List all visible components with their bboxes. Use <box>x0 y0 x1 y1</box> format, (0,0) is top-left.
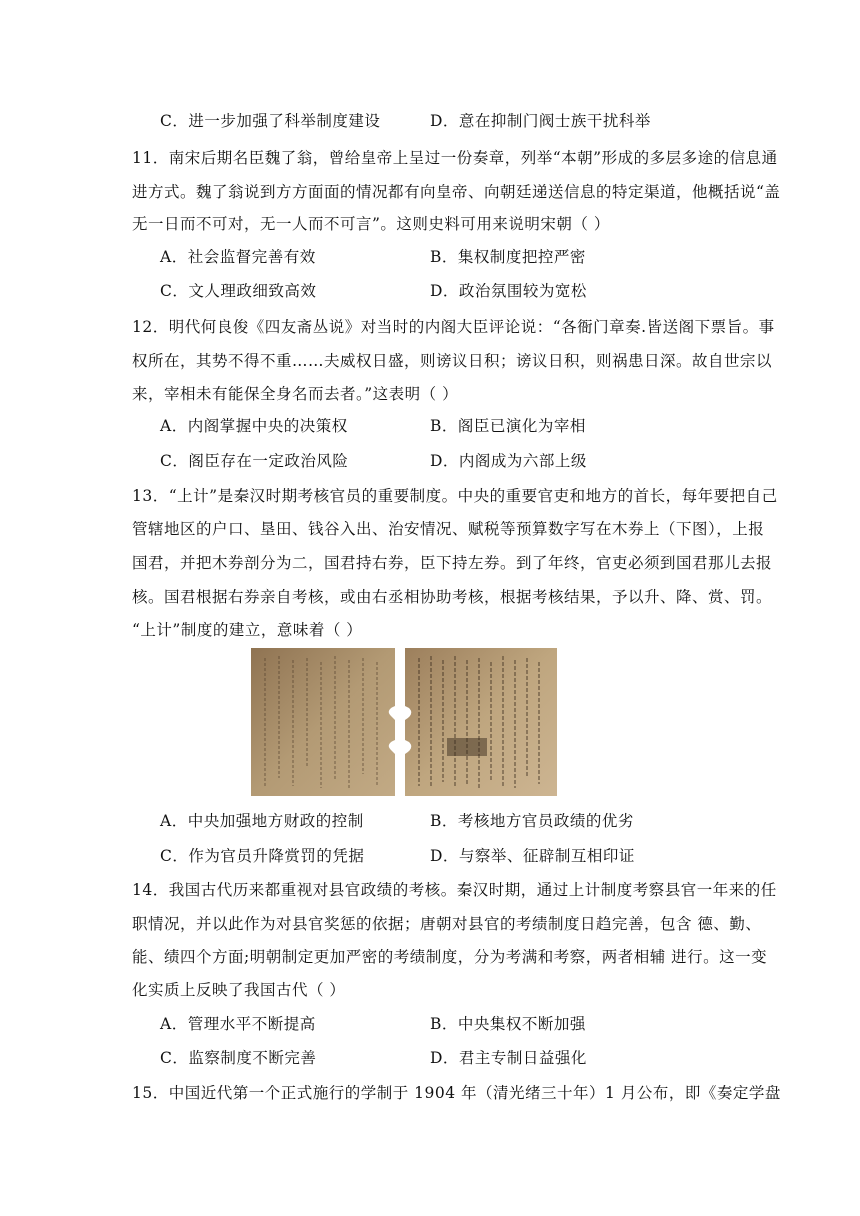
q13-text-line-1: 13．“上计”是秦汉时期考核官员的重要制度。中央的重要官吏和地方的首长，每年要把自己 <box>132 487 778 505</box>
q13-text-line-2: 管辖地区的户口、垦田、钱谷入出、治安情况、赋税等预算数字写在木券上（下图），上报 <box>132 520 765 538</box>
q14-text-line-2: 职情况，并以此作为对县官奖惩的依据；唐朝对县官的考绩制度日趋完善，包含 德、勤、 <box>132 915 762 933</box>
q14-option-c[interactable]: C．监察制度不断完善 <box>160 1049 317 1067</box>
q15-text-line-1: 15．中国近代第一个正式施行的学制于 1904 年（清光绪三十年）1 月公布，即《奏定学盘 <box>132 1084 781 1102</box>
q11-option-a[interactable]: A．社会监督完善有效 <box>160 248 316 266</box>
q11-option-d[interactable]: D．政治氛围较为宽松 <box>430 282 587 300</box>
q14-text-line-3: 能、绩四个方面;明朝制定更加严密的考绩制度，分为考满和考察，两者相辅 进行。这一变 <box>132 948 768 966</box>
q13-text-line-5: “上计”制度的建立，意味着（ ） <box>132 621 363 639</box>
q13-option-c[interactable]: C．作为官员升降赏罚的凭据 <box>160 847 365 865</box>
q11-text-line-2: 进方式。魏了翁说到方方面面的情况都有向皇帝、向朝廷递送信息的特定渠道，他概括说“盖 <box>132 183 781 201</box>
q14-option-b[interactable]: B．中央集权不断加强 <box>430 1015 586 1033</box>
q10-option-c[interactable]: C．进一步加强了科举制度建设 <box>160 112 381 130</box>
q14-option-d[interactable]: D．君主专制日益强化 <box>430 1049 587 1067</box>
q13-option-a[interactable]: A．中央加强地方财政的控制 <box>160 812 364 830</box>
q12-text-line-2: 权所在，其势不得不重……夫威权日盛，则谤议日积；谤议日积，则祸患日深。故自世宗以 <box>132 352 773 370</box>
q12-option-c[interactable]: C．阁臣存在一定政治风险 <box>160 452 349 470</box>
q14-text-line-1: 14．我国古代历来都重视对县官政绩的考核。秦汉时期，通过上计制度考察县官一年来的任 <box>132 881 777 899</box>
q13-text-line-3: 国君，并把木券剖分为二，国君持右券，臣下持左券。到了年终，官吏必须到国君那儿去报 <box>132 554 773 572</box>
q13-text-line-4: 核。国君根据右券亲自考核，或由右丞相协助考核，根据考核结果，予以升、降、赏、罚。 <box>132 588 773 606</box>
q11-option-c[interactable]: C．文人理政细致高效 <box>160 282 317 300</box>
q12-option-d[interactable]: D．内阁成为六部上级 <box>430 452 587 470</box>
q11-text-line-1: 11．南宋后期名臣魏了翁，曾给皇帝上呈过一份奏章，列举“本朝”形成的多层多途的信息通 <box>132 149 778 167</box>
q12-option-b[interactable]: B．阁臣已演化为宰相 <box>430 417 586 435</box>
q12-text-line-3: 来，宰相未有能保全身名而去者。”这表明（ ） <box>132 385 459 403</box>
q11-option-b[interactable]: B．集权制度把控严密 <box>430 248 586 266</box>
wooden-tally-image <box>251 648 557 796</box>
q14-option-a[interactable]: A．管理水平不断提高 <box>160 1015 316 1033</box>
q13-option-d[interactable]: D．与察举、征辟制互相印证 <box>430 847 635 865</box>
q10-option-d[interactable]: D．意在抑制门阀士族干扰科举 <box>430 112 651 130</box>
q12-option-a[interactable]: A．内阁掌握中央的决策权 <box>160 417 348 435</box>
q12-text-line-1: 12．明代何良俊《四友斋丛说》对当时的内阁大臣评论说：“各衙门章奏.皆送阁下票旨。事 <box>132 318 775 336</box>
q14-text-line-4: 化实质上反映了我国古代（ ） <box>132 981 346 999</box>
q13-option-b[interactable]: B．考核地方官员政绩的优劣 <box>430 812 634 830</box>
q11-text-line-3: 无一日而不可对，无一人而不可言”。这则史料可用来说明宋朝（ ） <box>132 215 610 233</box>
